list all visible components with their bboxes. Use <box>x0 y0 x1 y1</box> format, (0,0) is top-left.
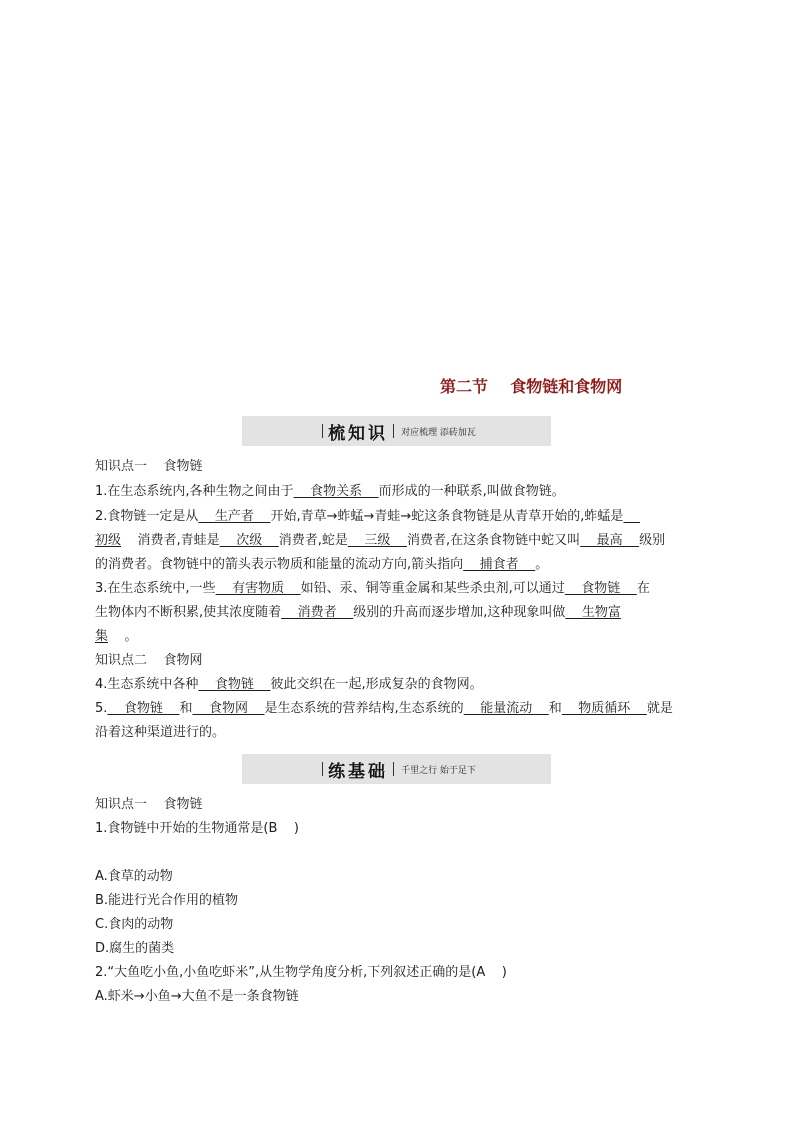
answer-blank: 初级 <box>95 533 122 548</box>
text: 就是 <box>646 701 673 716</box>
knowledge-point-heading: 知识点一 食物链 <box>95 797 203 812</box>
item-3-line-2 <box>95 605 621 621</box>
text: 彼此交织在一起,形成复杂的食物网。 <box>270 677 483 692</box>
item-3-line-3 <box>95 629 138 645</box>
answer-blank: 消费者 <box>281 605 354 620</box>
question-2: 2.“大鱼吃小鱼,小鱼吃虾米”,从生物学角度分析,下列叙述正确的是(A ) <box>95 965 507 980</box>
divider <box>393 762 394 776</box>
answer-blank: 捕食者 <box>463 557 536 572</box>
answer-blank: 集 <box>95 629 109 644</box>
text: 4.生态系统中各种 <box>95 677 199 692</box>
item-3-line-1 <box>95 581 650 597</box>
question-1: 1.食物链中开始的生物通常是(B ) <box>95 821 299 836</box>
text: 1.在生态系统内,各种生物之间由于 <box>95 484 294 499</box>
answer-blank: 有害物质 <box>215 581 301 596</box>
text: 和 <box>548 701 562 716</box>
item-5-line-2: 沿着这种渠道进行的。 <box>95 725 226 740</box>
text: 在 <box>636 581 650 596</box>
text: 。 <box>108 629 138 644</box>
answer-blank: 食物链 <box>107 701 180 716</box>
knowledge-point-heading: 知识点一 食物链 <box>95 459 203 474</box>
text: 消费者,青蛙是 <box>121 533 220 548</box>
item-1 <box>95 484 565 500</box>
text: 级别的升高而逐步增加,这种现象叫做 <box>353 605 566 620</box>
text: 而形成的一种联系,叫做食物链。 <box>378 484 565 499</box>
answer-blank: 最高 <box>580 533 640 548</box>
banner-practice <box>242 754 551 784</box>
item-2-line-1 <box>95 509 640 525</box>
banner-sub-label: 对应梳理 添砖加瓦 <box>401 427 476 438</box>
answer-blank: 生产者 <box>198 509 271 524</box>
text: 消费者,蛇是 <box>278 533 348 548</box>
q2-option-a: A.虾米→小鱼→大鱼不是一条食物链 <box>95 989 299 1004</box>
answer-blank: 食物网 <box>192 701 265 716</box>
answer-blank: 食物链 <box>564 581 637 596</box>
divider <box>393 424 394 438</box>
section-title: 第二节 食物链和食物网 <box>440 377 623 396</box>
q1-option-a: A.食草的动物 <box>95 869 173 884</box>
item-5-line-1 <box>95 701 673 717</box>
text: 的消费者。食物链中的箭头表示物质和能量的流动方向,箭头指向 <box>95 557 464 572</box>
text: 开始,青草→蚱蜢→青蛙→蛇这条食物链是从青草开始的,蚱蜢是 <box>270 509 624 524</box>
text: 生物体内不断积累,使其浓度随着 <box>95 605 282 620</box>
answer-blank: 能量流动 <box>463 701 549 716</box>
text: 2.食物链一定是从 <box>95 509 199 524</box>
answer-blank: 生物富 <box>565 605 621 620</box>
banner-main-label: 练基础 <box>328 761 389 782</box>
divider <box>322 762 323 776</box>
q1-option-c: C.食肉的动物 <box>95 917 174 932</box>
answer-blank: 物质循环 <box>561 701 647 716</box>
answer-blank: 食物关系 <box>293 484 379 499</box>
q1-option-d: D.腐生的菌类 <box>95 941 175 956</box>
knowledge-point-heading: 知识点二 食物网 <box>95 653 203 668</box>
text: 3.在生态系统中,一些 <box>95 581 216 596</box>
answer-blank <box>623 509 640 524</box>
banner-main-label: 梳知识 <box>328 423 389 444</box>
text: 级别 <box>639 533 666 548</box>
divider <box>322 424 323 438</box>
banner-knowledge <box>242 416 551 446</box>
answer-blank: 食物链 <box>198 677 271 692</box>
q1-option-b: B.能进行光合作用的植物 <box>95 893 239 908</box>
banner-sub-label: 千里之行 始于足下 <box>401 765 476 776</box>
answer-blank: 次级 <box>219 533 279 548</box>
item-4 <box>95 677 483 693</box>
text: 5. <box>95 701 108 716</box>
text: 如铅、汞、铜等重金属和某些杀虫剂,可以通过 <box>300 581 565 596</box>
item-2-line-3 <box>95 557 548 573</box>
item-2-line-2 <box>95 533 665 549</box>
text: 和 <box>179 701 193 716</box>
text: 。 <box>535 557 549 572</box>
text: 是生态系统的营养结构,生态系统的 <box>264 701 464 716</box>
answer-blank: 三级 <box>347 533 407 548</box>
text: 消费者,在这条食物链中蛇又叫 <box>406 533 581 548</box>
